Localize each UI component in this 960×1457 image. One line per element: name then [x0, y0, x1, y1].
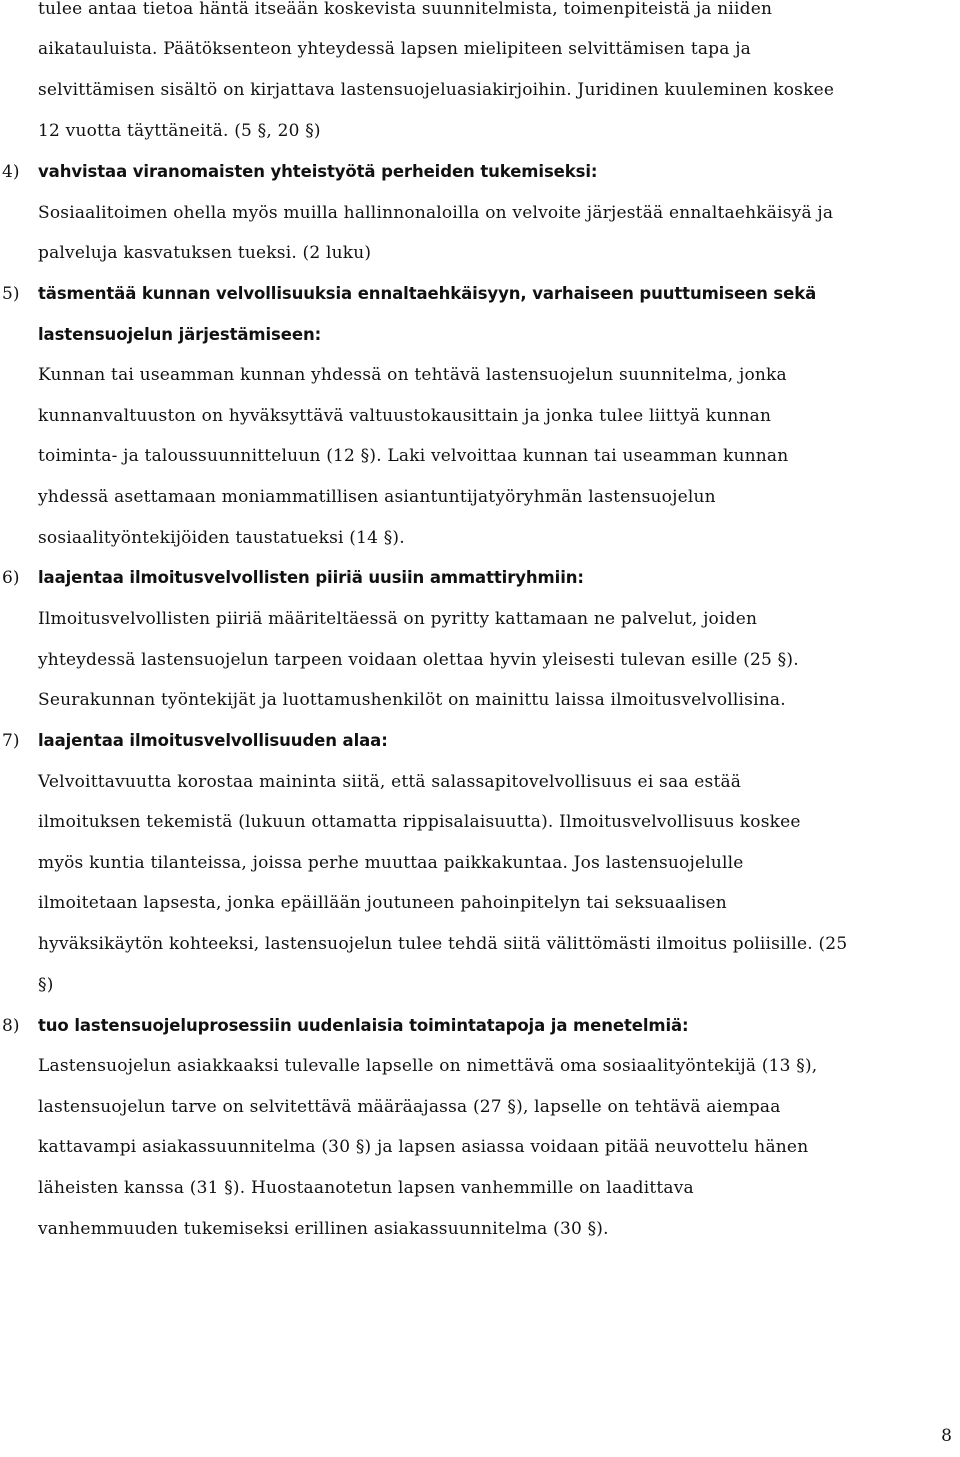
- item-heading: laajentaa ilmoitusvelvollisuuden alaa:: [38, 731, 388, 750]
- intro-line: selvittämisen sisältö on kirjattava lastensuojeluasiakirjoihin. Juridinen kuuleminen koskee: [38, 80, 835, 100]
- item-text-line: palveluja kasvatuksen tueksi. (2 luku): [38, 243, 372, 263]
- item-text-line: myös kuntia tilanteissa, joissa perhe muuttaa paikkakuntaa. Jos lastensuojelulle: [38, 853, 744, 873]
- intro-line: tulee antaa tietoa häntä itseään koskevista suunnitelmista, toimenpiteistä ja niiden: [38, 0, 773, 19]
- item-text-line: yhteydessä lastensuojelun tarpeen voidaan olettaa hyvin yleisesti tulevan esille (25 §).: [38, 650, 799, 670]
- item-text-line: sosiaalityöntekijöiden taustatueksi (14 §).: [38, 528, 405, 548]
- item-heading: täsmentää kunnan velvollisuuksia ennaltaehkäisyyn, varhaiseen puuttumiseen sekä: [38, 284, 817, 303]
- item-number: 6): [2, 568, 20, 588]
- item-text-line: Ilmoitusvelvollisten piiriä määriteltäessä on pyritty kattamaan ne palvelut, joiden: [38, 609, 758, 629]
- item-text-line: vanhemmuuden tukemiseksi erillinen asiakassuunnitelma (30 §).: [38, 1219, 609, 1239]
- item-text-line: kattavampi asiakassuunnitelma (30 §) ja lapsen asiassa voidaan pitää neuvottelu hänen: [38, 1137, 809, 1157]
- item-text-line: toiminta- ja taloussuunnitteluun (12 §). Laki velvoittaa kunnan tai useamman kunnan: [38, 446, 789, 466]
- item-number: 8): [2, 1016, 20, 1036]
- item-text-line: Seurakunnan työntekijät ja luottamushenkilöt on mainittu laissa ilmoitusvelvollisina.: [38, 690, 786, 710]
- item-number: 4): [2, 162, 20, 182]
- item-text-line: ilmoitetaan lapsesta, jonka epäillään joutuneen pahoinpitelyn tai seksuaalisen: [38, 893, 727, 913]
- intro-line: aikatauluista. Päätöksenteon yhteydessä lapsen mielipiteen selvittämisen tapa ja: [38, 39, 752, 59]
- intro-line: 12 vuotta täyttäneitä. (5 §, 20 §): [38, 121, 321, 141]
- item-text-line: Lastensuojelun asiakkaaksi tulevalle lapselle on nimettävä oma sosiaalityöntekijä (13 §),: [38, 1056, 818, 1076]
- item-text-line: Velvoittavuutta korostaa maininta siitä, että salassapitovelvollisuus ei saa estää: [38, 772, 742, 792]
- item-text-line: ilmoituksen tekemistä (lukuun ottamatta rippisalaisuutta). Ilmoitusvelvollisuus koskee: [38, 812, 801, 832]
- item-heading: lastensuojelun järjestämiseen:: [38, 325, 322, 344]
- item-text-line: läheisten kanssa (31 §). Huostaanotetun lapsen vanhemmille on laadittava: [38, 1178, 694, 1198]
- item-heading: tuo lastensuojeluprosessiin uudenlaisia toimintatapoja ja menetelmiä:: [38, 1016, 689, 1035]
- item-text-line: Sosiaalitoimen ohella myös muilla hallinnonaloilla on velvoite järjestää ennaltaehkäisyä ja: [38, 203, 834, 223]
- item-heading: vahvistaa viranomaisten yhteistyötä perheiden tukemiseksi:: [38, 162, 598, 181]
- page-number: 8: [941, 1426, 952, 1446]
- item-text-line: kunnanvaltuuston on hyväksyttävä valtuustokausittain ja jonka tulee liittyä kunnan: [38, 406, 772, 426]
- item-text-line: §): [38, 975, 54, 995]
- item-number: 5): [2, 284, 20, 304]
- item-text-line: Kunnan tai useamman kunnan yhdessä on tehtävä lastensuojelun suunnitelma, jonka: [38, 365, 787, 385]
- item-number: 7): [2, 731, 20, 751]
- item-text-line: yhdessä asettamaan moniammatillisen asiantuntijatyöryhmän lastensuojelun: [38, 487, 716, 507]
- item-text-line: hyväksikäytön kohteeksi, lastensuojelun tulee tehdä siitä välittömästi ilmoitus poliisille. (25: [38, 934, 848, 954]
- item-text-line: lastensuojelun tarve on selvitettävä määräajassa (27 §), lapselle on tehtävä aiempaa: [38, 1097, 781, 1117]
- item-heading: laajentaa ilmoitusvelvollisten piiriä uusiin ammattiryhmiin:: [38, 568, 584, 587]
